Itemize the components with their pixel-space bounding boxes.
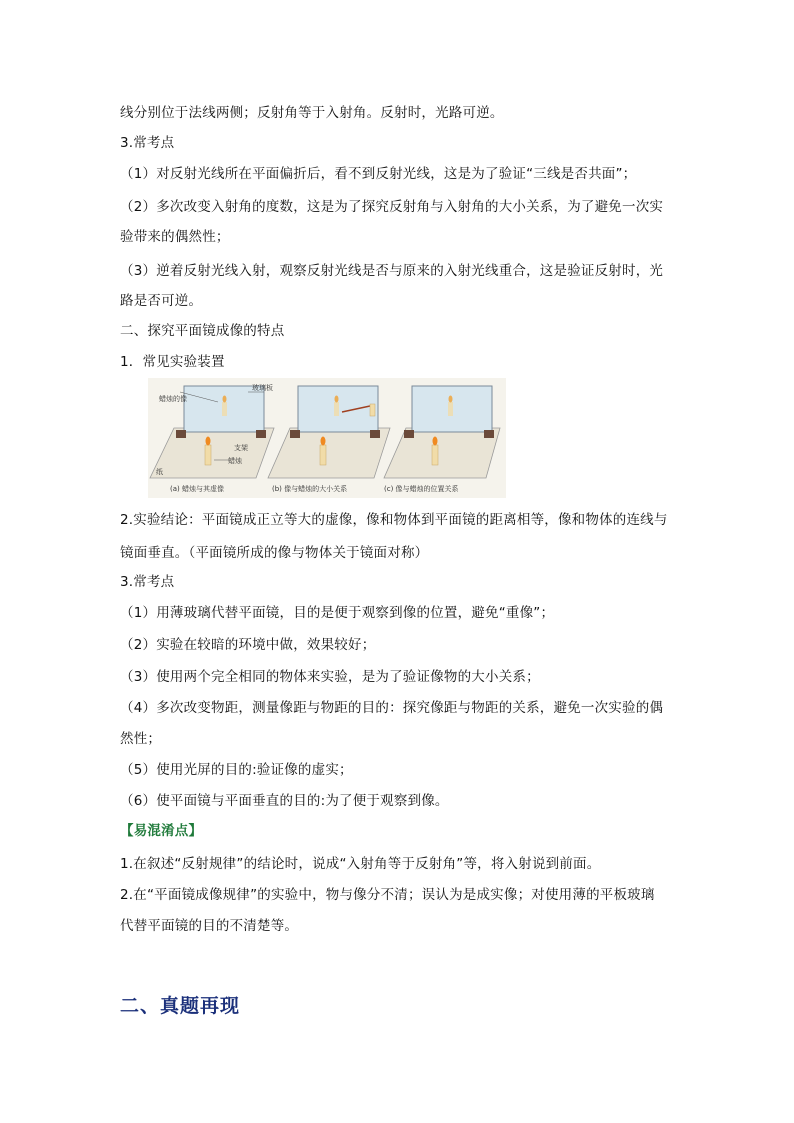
text-line: 1．常见实验装置	[120, 354, 225, 370]
text-line: （1）对反射光线所在平面偏折后，看不到反射光线，这是为了验证“三线是否共面”；	[120, 166, 637, 182]
label-stand: 支架	[234, 444, 248, 452]
mirror-experiment-figure	[148, 378, 506, 498]
text-line: （3）逆着反射光线入射，观察反射光线是否与原来的入射光线重合，这是验证反射时，光	[120, 263, 664, 279]
text-line: （6）使平面镜与平面垂直的目的:为了便于观察到像。	[120, 793, 449, 809]
confusion-heading: 【易混淆点】	[120, 823, 203, 839]
text-line: 验带来的偶然性；	[120, 229, 230, 245]
text-line: （3）使用两个完全相同的物体来实验，是为了验证像物的大小关系；	[120, 669, 540, 685]
caption-c: (c) 像与蜡烛的位置关系	[384, 485, 459, 493]
text-line: 3.常考点	[120, 135, 175, 151]
caption-a: (a) 蜡烛与其虚像	[170, 485, 224, 493]
text-line: 2.在“平面镜成像规律”的实验中，物与像分不清；误认为是成实像；对使用薄的平板玻璃	[120, 887, 655, 903]
label-candle-image: 蜡烛的像	[159, 395, 187, 403]
label-paper: 纸	[156, 468, 163, 476]
text-line: 代替平面镜的目的不清楚等。	[120, 918, 299, 934]
text-line: 3.常考点	[120, 574, 175, 590]
text-line: 然性；	[120, 731, 162, 747]
text-line: 线分别位于法线两侧；反射角等于入射角。反射时，光路可逆。	[120, 105, 504, 121]
text-line: （4）多次改变物距，测量像距与物距的目的：探究像距与物距的关系，避免一次实验的偶	[120, 700, 664, 716]
experiment-illustration	[148, 378, 506, 498]
label-glass-plate: 玻璃板	[252, 384, 273, 392]
text-line: （2）实验在较暗的环境中做，效果较好；	[120, 637, 376, 653]
text-line: （5）使用光屏的目的:验证像的虚实；	[120, 762, 353, 778]
text-line: 1.在叙述“反射规律”的结论时，说成“入射角等于反射角”等，将入射说到前面。	[120, 856, 601, 872]
section-title: 二、真题再现	[120, 995, 241, 1017]
caption-b: (b) 像与蜡烛的大小关系	[272, 485, 348, 493]
text-line: 2.实验结论：平面镜成正立等大的虚像，像和物体到平面镜的距离相等，像和物体的连线与	[120, 512, 668, 528]
text-line: 路是否可逆。	[120, 293, 203, 309]
text-line: （2）多次改变入射角的度数，这是为了探究反射角与入射角的大小关系，为了避免一次实	[120, 199, 664, 215]
text-line: （1）用薄玻璃代替平面镜，目的是便于观察到像的位置，避免“重像”；	[120, 605, 555, 621]
label-candle: 蜡烛	[228, 457, 242, 465]
text-line: 镜面垂直。（平面镜所成的像与物体关于镜面对称）	[120, 545, 429, 561]
text-line: 二、探究平面镜成像的特点	[120, 323, 285, 339]
